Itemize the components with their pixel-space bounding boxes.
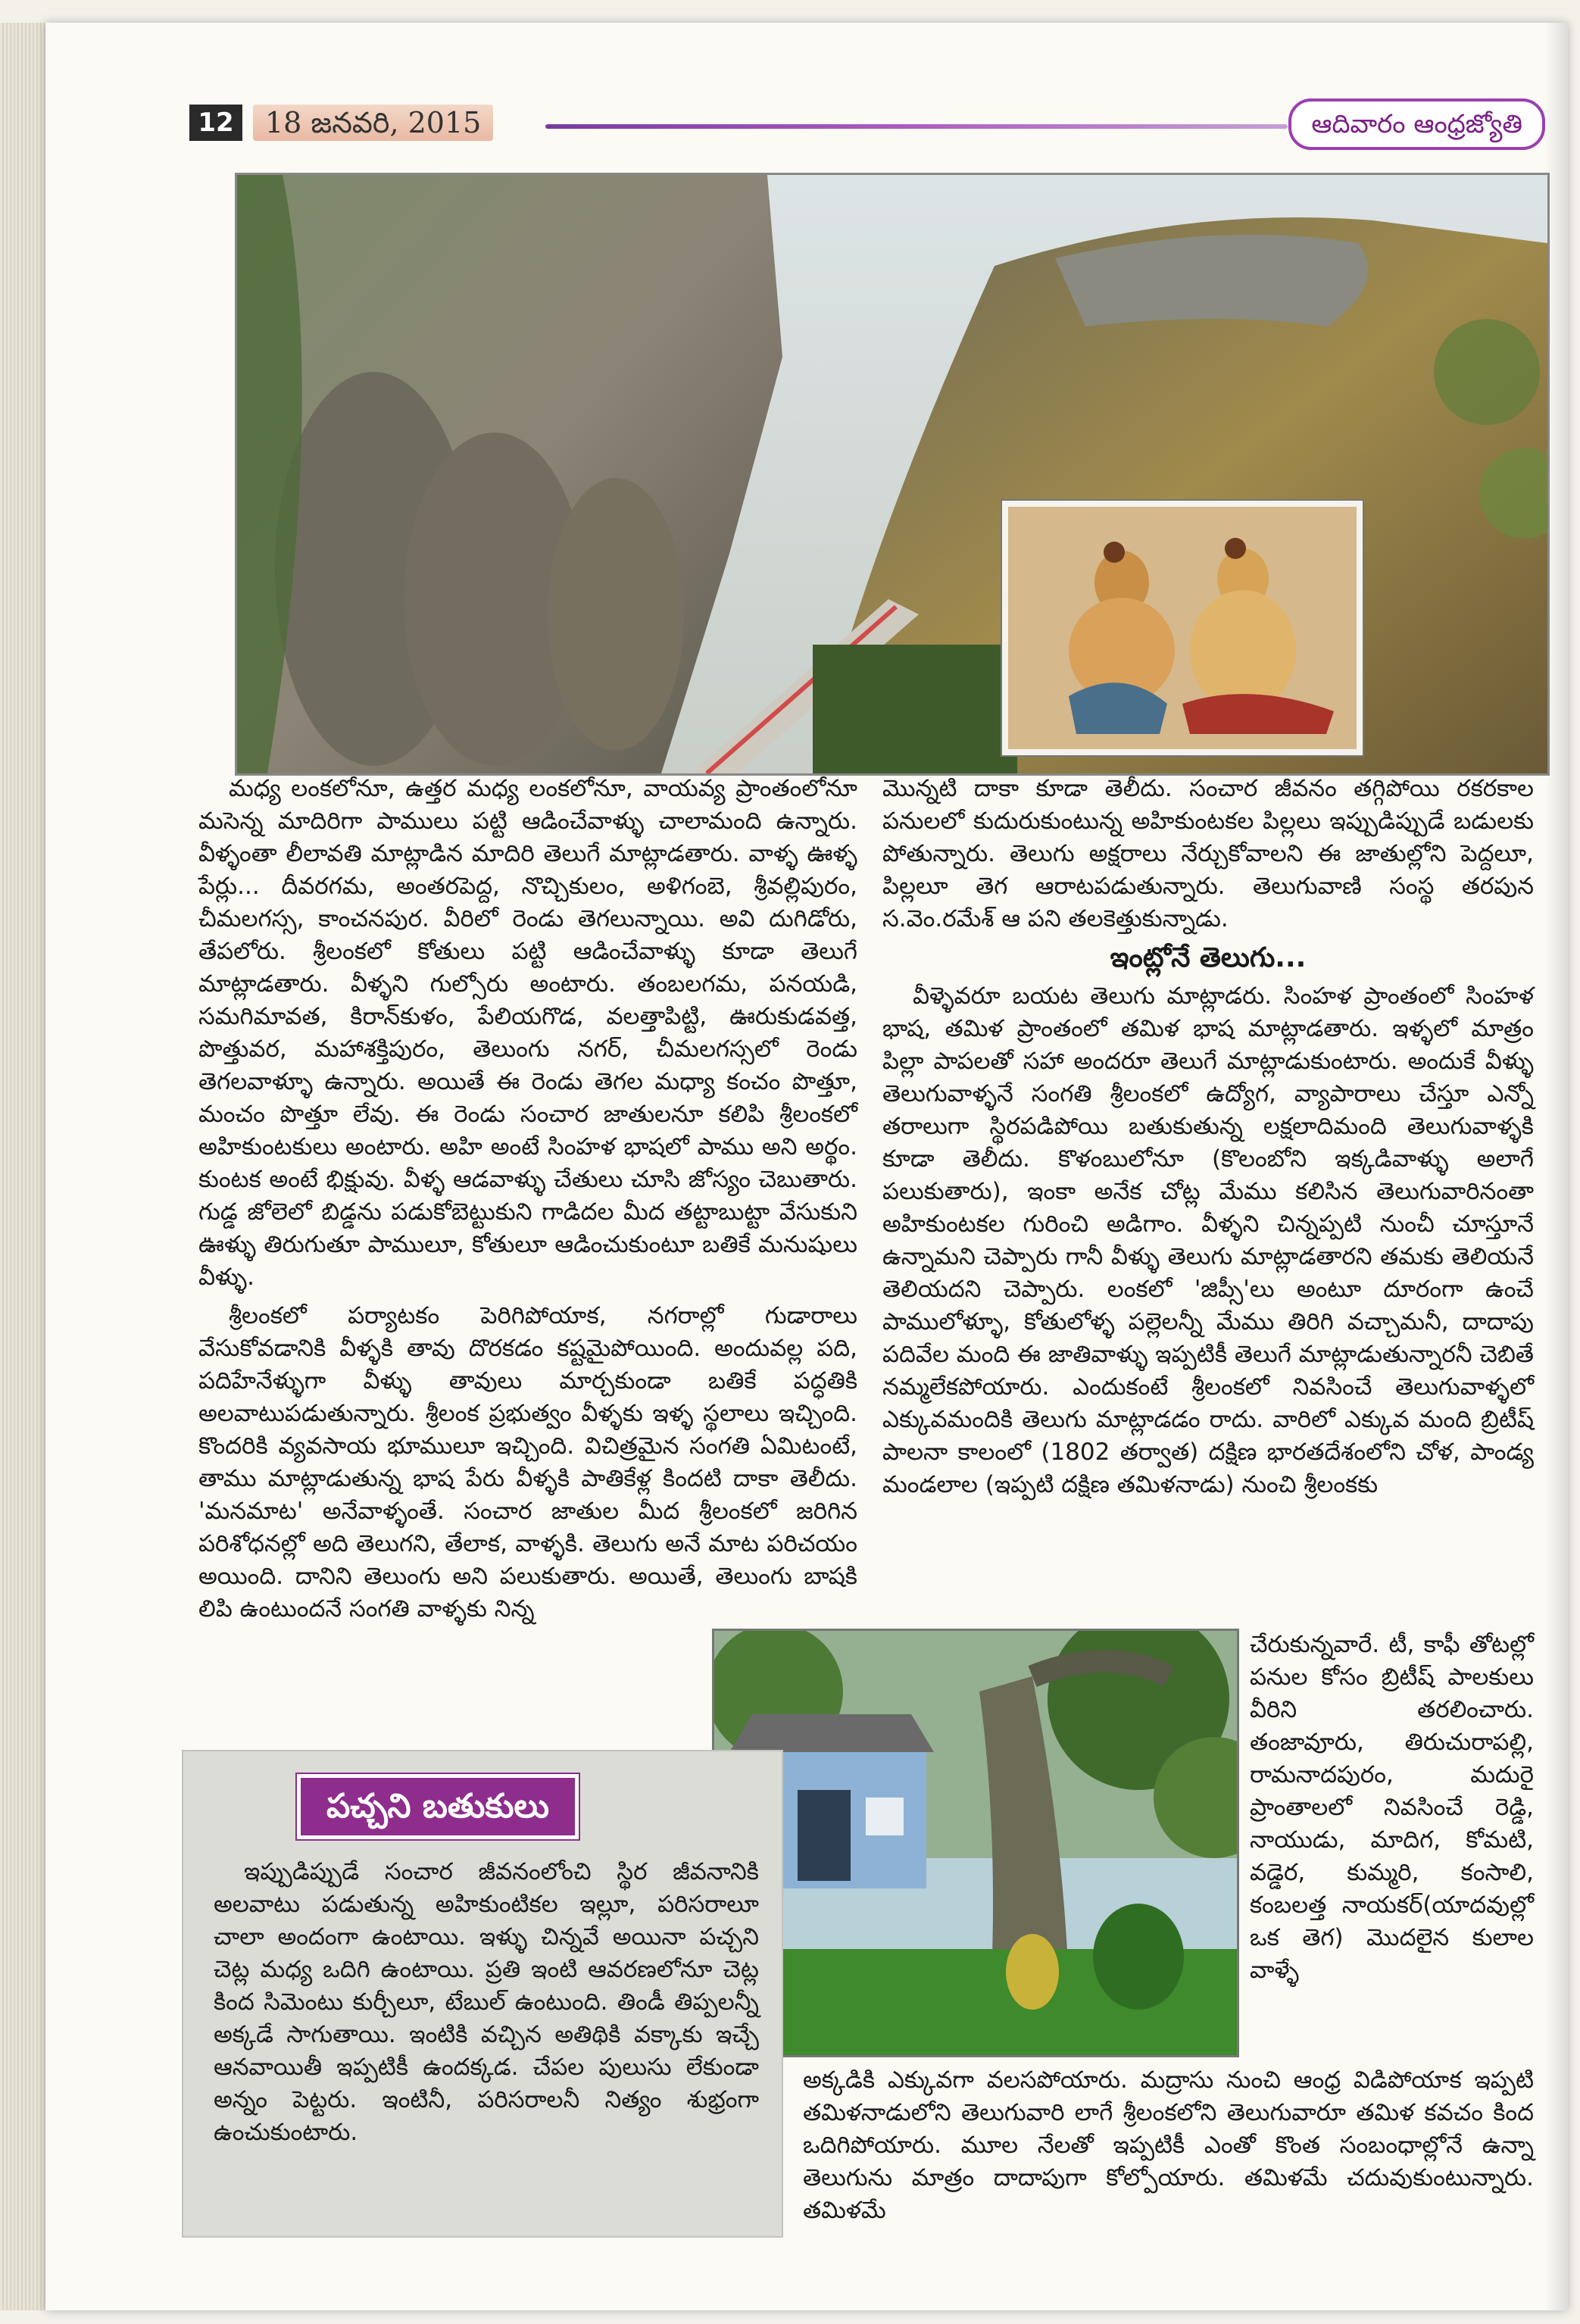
article-column-1 — [198, 773, 857, 1632]
page-number: 12 — [189, 105, 242, 141]
paragraph: వీళ్ళెవరూ బయట తెలుగు మాట్లాడరు. సింహళ ప్రాంతంలో సింహళ భాష, తమిళ ప్రాంతంలో తమిళ భాష మాట్లాడతారు. ఇళ్ళలో మాత్రం పిల్లా పాపలతో సహా అందరూ తెలుగే మాట్లాడుకుంటారు. అందుకే వీళ్ళు తెలుగువాళ్ళనే సంగతి శ్రీలంకలో ఉద్యోగ, వ్యాపారాలు చేస్తూ ఎన్నో తరాలుగా స్థిరపడిపోయి బతుకుతున్న లక్షలాదిమంది తెలుగువాళ్ళకి కూడా తెలీదు. కొళంబులోనూ (కొలంబోని ఇక్కడివాళ్ళు అలాగే పలుకుతారు), ఇంకా అనేక చోట్ల మేము కలిసిన తెలుగువారినంతా అహికుంటకల గురించి అడిగాం. వీళ్ళని చిన్నప్పటి నుంచీ చూస్తూనే ఉన్నామని చెప్పారు గానీ వీళ్ళు తెలుగు మాట్లాడతారని తమకు తెలియనే తెలియదని చెప్పారు. లంకలో 'జిప్సీ'లు అంటూ దూరంగా ఉంచే పాములోళ్ళూ, కోతులోళ్ళ పల్లెలన్నీ మేము తిరిగి వచ్చామనీ, దాదాపు పదివేల మంది ఈ జాతివాళ్ళు ఇప్పటికీ తెలుగే మాట్లాడుతున్నారనీ చెబితే నమ్మలేకపోయారు. ఎందుకంటే శ్రీలంకలో నివసించే తెలుగువాళ్ళలో ఎక్కువమందికి తెలుగు మాట్లాడడం రాదు. వారిలో ఎక్కువ మంది బ్రిటీష్ పాలనా కాలంలో (1802 తర్వాత) దక్షిణ భారతదేశంలోని చోళ, పాండ్య మండలాల (ఇప్పటి దక్షిణ తమిళనాడు) నుంచి శ్రీలంకకు — [882, 982, 1535, 1498]
article-column-2-narrow — [1250, 1629, 1534, 1987]
paragraph: మొన్నటి దాకా కూడా తెలీదు. సంచార జీవనం తగ్గిపోయి రకరకాల పనులలో కుదురుకుంటున్న అహికుంటకల పిల్లలు ఇప్పుడిప్పుడే బడులకు పోతున్నారు. తెలుగు అక్షరాలు నేర్చుకోవాలని ఈ జాతుల్లోని పెద్దలూ, పిల్లలూ తెగ ఆరాటపడుతున్నారు. తెలుగువాణి సంస్థ తరపున స.వెం.రమేశ్ ఆ పని తలకెత్తుకున్నాడు. — [882, 775, 1534, 932]
paragraph: ఇప్పుడిప్పుడే సంచార జీవనంలోంచి స్థిర జీవనానికి అలవాటు పడుతున్న అహికుంటికల ఇల్లూ, పరిసరాలూ చాలా అందంగా ఉంటాయి. ఇళ్ళు చిన్నవే అయినా పచ్చని చెట్ల మధ్య ఒదిగి ఉంటాయి. ప్రతి ఇంటి ఆవరణలోనూ చెట్ల కింద సిమెంటు కుర్చీలూ, టేబుల్ ఉంటుంది. తిండీ తిప్పలన్నీ అక్కడే సాగుతాయి. ఇంటికి వచ్చిన అతిథికి వక్కాకు ఇచ్చే ఆనవాయితీ ఇప్పటికీ ఉందక్కడ. చేపల పులుసు లేకుండా అన్నం పెట్టరు. ఇంటినీ, పరిసరాలనీ నిత్యం శుభ్రంగా ఉంచుకుంటారు. — [214, 1858, 759, 2146]
paragraph: చేరుకున్నవారే. టీ, కాఫీ తోటల్లో పనుల కోసం బ్రిటీష్ పాలకులు వీరిని తరలించారు. తంజావూరు, తిరుచురాపల్లి, రామనాదపురం, మదురై ప్రాంతాలలో నివసించే రెడ్డి, నాయుడు, మాదిగ, కోమటి, వడ్డెర, కుమ్మరి, కంసాలి, కంబలత్త నాయకర్(యాదవుల్లో ఒక తెగ) మొదలైన కులాల వాళ్ళే — [1250, 1631, 1534, 1984]
sidebar-box-title: పచ్చని బతుకులు — [297, 1774, 579, 1839]
paper-edge — [0, 23, 45, 2310]
hero-photo — [235, 173, 1550, 776]
article-continuation — [803, 2064, 1534, 2227]
inset-cave-painting — [1002, 501, 1363, 755]
paragraph: అక్కడికి ఎక్కువగా వలసపోయారు. మద్రాసు నుంచి ఆంధ్ర విడిపోయాక ఇప్పటి తమిళనాడులోని తెలుగువారి లాగే శ్రీలంకలోని తెలుగువారూ తమిళ కవచం కింద ఒదిగిపోయారు. మూల నేలతో ఇప్పటికీ ఎంతో కొంత సంబంధాల్లోనే ఉన్నా తెలుగును మాత్రం దాదాపుగా కోల్పోయారు. తమిళమే చదువుకుంటున్నారు. తమిళమే — [803, 2066, 1534, 2224]
village-house-photo — [712, 1629, 1239, 2057]
section-subhead: ఇంట్లోనే తెలుగు... — [1110, 942, 1307, 973]
sidebar-box-text — [214, 1856, 759, 2149]
sidebar-box — [182, 1750, 783, 2238]
article-column-2 — [882, 773, 1534, 1507]
house-tree-image — [714, 1631, 1237, 2055]
brand-logo: ఆదివారం ఆంధ్రజ్యోతి — [1288, 98, 1545, 150]
fresco-image — [1008, 507, 1357, 749]
issue-date: 18 జనవరి, 2015 — [253, 105, 493, 141]
paragraph: శ్రీలంకలో పర్యాటకం పెరిగిపోయాక, నగరాల్లో గుడారాలు వేసుకోవడానికి వీళ్ళకి తావు దొరకడం కష్టమైపోయింది. అందువల్ల పది, పదిహేనేళ్ళుగా వీళ్ళు తావులు మార్చకుండా బతికే పద్ధతికి అలవాటుపడుతున్నారు. శ్రీలంక ప్రభుత్వం వీళ్ళకు ఇళ్ళ స్థలాలు ఇచ్చింది. కొందరికి వ్యవసాయ భూములూ ఇచ్చింది. విచిత్రమైన సంగతి ఏమిటంటే, తాము మాట్లాడుతున్న భాష పేరు వీళ్ళకి పాతికేళ్ల కిందటి దాకా తెలీదు. 'మనమాట' అనేవాళ్ళంతే. సంచార జాతుల మీద శ్రీలంకలో జరిగిన పరిశోధనల్లో అది తెలుగని, తేలాక, వాళ్ళకి. తెలుగు అనే మాట పరిచయం అయింది. దానిని తెలుంగు అని పలుకుతారు. అయితే, తెలుంగు బాషకి లిపి ఉంటుందనే సంగతి వాళ్ళకు నిన్న — [198, 1302, 857, 1623]
page-header — [189, 98, 1568, 151]
paragraph: మధ్య లంకలోనూ, ఉత్తర మధ్య లంకలోనూ, వాయవ్య ప్రాంతంలోనూ మసెన్న మాదిరిగా పాములు పట్టి ఆడించేవాళ్ళు చాలామంది ఉన్నారు. వీళ్ళంతా లీలావతి మాట్లాడిన మాదిరి తెలుగే మాట్లాడతారు. వాళ్ళ ఊళ్ళ పేర్లు... దీవరగమ, అంతరపెద్ద, నొచ్చికులం, అళిగంబె, శ్రీవల్లిపురం, చీమలగస్స, కాంచనపుర. వీరిలో రెండు తెగలున్నాయి. అవి దుగిడోరు, తేపలోరు. శ్రీలంకలో కోతులు పట్టి ఆడించేవాళ్ళు కూడా తెలుగే మాట్లాడతారు. వీళ్ళని గుల్సోరు అంటారు. తంబలగమ, పనయడి, సమగిమావత, కిరాన్‌కుళం, పేలియగొడ, వలత్తాపిట్టి, ఊరుకుడవత్త, పొత్తువర, మహాశక్తిపురం, తెలుంగు నగర్, చీమలగస్సలో రెండు తెగలవాళ్ళూ ఉన్నారు. అయితే ఈ రెండు తెగల మధ్యా కంచం పొత్తూ, మంచం పొత్తూ లేవు. ఈ రెండు సంచార జాతులనూ కలిపి శ్రీలంకలో అహికుంటకులు అంటారు. అహి అంటే సింహళ భాషలో పాము అని అర్థం. కుంటక అంటే భిక్షువు. వీళ్ళ ఆడవాళ్ళు చేతులు చూసి జోస్యం చెబుతారు. గుడ్డ జోలెలో బిడ్డను పడుకోబెట్టుకుని గాడిదల మీద తట్టాబుట్టా వేసుకుని ఊళ్ళు తిరుగుతూ పాములూ, కోతులూ ఆడించుకుంటూ బతికే మనుషులు వీళ్ళు. — [198, 775, 857, 1291]
header-rule — [545, 124, 1288, 129]
